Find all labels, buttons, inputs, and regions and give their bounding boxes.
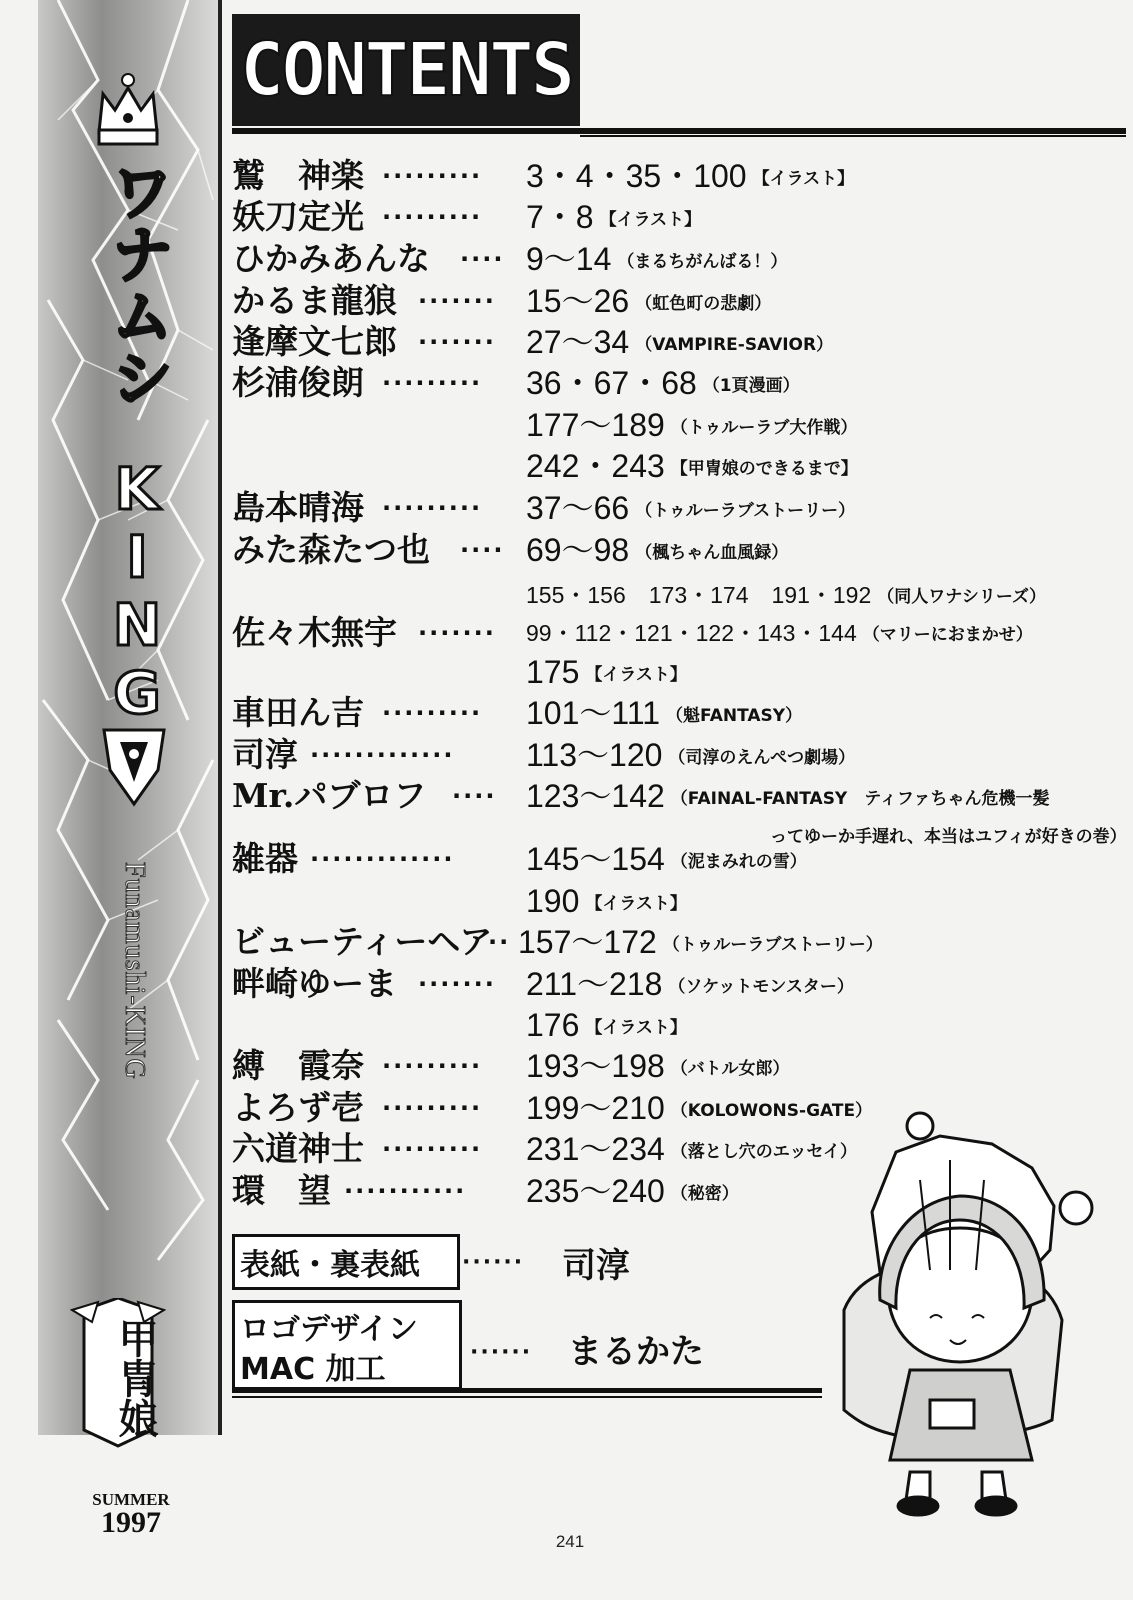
author-name: 杉浦俊朗 xyxy=(232,363,364,402)
season-label: SUMMER xyxy=(92,1490,170,1509)
pages-text: 157〜172 xyxy=(518,924,657,960)
author-name: みた森たつ也 xyxy=(232,530,430,569)
work-title: 【イラスト】 xyxy=(585,1017,687,1038)
dot-leader: ···· xyxy=(460,536,505,564)
author-name: Mr.パブロフ xyxy=(232,776,427,815)
pages-text: 113〜120 xyxy=(526,737,663,773)
page-range xyxy=(526,775,1050,820)
dot-leader: ········· xyxy=(382,369,483,397)
work-title: （1頁漫画） xyxy=(702,375,800,396)
work-title: 【イラスト】 xyxy=(585,664,687,685)
work-title: （魁FANTASY） xyxy=(666,705,803,726)
logo-credit-label-1: ロゴデザイン xyxy=(240,1312,418,1347)
footer-rule-thin xyxy=(232,1396,822,1398)
brand-title: ワナムシ xyxy=(101,160,174,408)
pages-text: 176 xyxy=(526,1007,580,1043)
work-title: （同人ワナシリーズ） xyxy=(877,586,1047,607)
dot-leader: ···· xyxy=(452,782,497,810)
dot-leader: ······· xyxy=(418,970,496,998)
pages-text: 231〜234 xyxy=(526,1131,665,1167)
author-name: 雑器 xyxy=(232,839,298,878)
page-range xyxy=(526,529,788,574)
author-name: よろず壱 xyxy=(232,1088,364,1127)
pages-text: 123〜142 xyxy=(526,778,665,814)
footer-rule xyxy=(232,1388,822,1393)
mascot-illustration xyxy=(800,1100,1120,1520)
dot-leader: ········· xyxy=(382,1135,483,1163)
dot-leader: ············· xyxy=(310,845,455,873)
strip-border xyxy=(218,0,222,1435)
author-name: 畔崎ゆーま xyxy=(232,964,397,1003)
page-range xyxy=(526,487,855,532)
page-range xyxy=(526,362,800,407)
pages-text: 155・156 173・174 191・192 xyxy=(526,582,872,608)
author-name: 縛 霞奈 xyxy=(232,1046,364,1085)
brand-romanized: Funamushi-KING xyxy=(119,862,150,1080)
pages-text: 37〜66 xyxy=(526,490,630,526)
page-range xyxy=(526,734,855,779)
author-name: 佐々木無宇 xyxy=(232,613,397,652)
cover-credit-label: 表紙・裏表紙 xyxy=(240,1248,420,1283)
work-title: 【甲冑娘のできるまで】 xyxy=(670,458,858,479)
work-title-continued: ってゆーか手遅れ、本当はユフィが好きの巻） xyxy=(770,827,1127,847)
page-range xyxy=(526,404,857,449)
year-label: 1997 xyxy=(101,1506,161,1539)
dot-leader: ······· xyxy=(418,328,496,356)
header-rule-thin xyxy=(580,135,1126,137)
pages-text: 235〜240 xyxy=(526,1173,665,1209)
circle-name: 甲冑娘 xyxy=(112,1318,159,1438)
dot-leader: ········· xyxy=(382,699,483,727)
work-title: （VAMPIRE-SAVIOR） xyxy=(635,334,834,355)
work-title: （虹色町の悲劇） xyxy=(635,293,772,314)
dot-leader: ······ xyxy=(462,1250,525,1275)
dot-leader: ········· xyxy=(382,1052,483,1080)
work-title: 【イラスト】 xyxy=(752,168,855,189)
cover-credit-name: 司淳 xyxy=(562,1246,630,1286)
work-title: （バトル女郎） xyxy=(670,1058,790,1079)
author-name: 妖刀定光 xyxy=(232,197,364,236)
work-title: 【イラスト】 xyxy=(599,209,702,230)
pages-text: 99・112・121・122・143・144 xyxy=(526,620,857,646)
page-range xyxy=(526,280,771,325)
pages-text: 9〜14 xyxy=(526,241,612,277)
work-title: 【イラスト】 xyxy=(585,893,687,914)
pages-text: 177〜189 xyxy=(526,407,665,443)
page-range xyxy=(518,921,883,966)
dot-leader: ·· xyxy=(488,928,511,956)
page-range xyxy=(526,321,833,366)
work-title: （KOLOWONS-GATE） xyxy=(670,1100,873,1121)
page-range xyxy=(526,612,1033,656)
work-title: （泥まみれの雪） xyxy=(670,851,807,872)
pages-text: 175 xyxy=(526,654,580,690)
emblem-icon xyxy=(98,720,170,810)
page-range xyxy=(526,963,854,1008)
pages-text: 199〜210 xyxy=(526,1090,665,1126)
page-range xyxy=(526,880,687,925)
work-title: （ソケットモンスター） xyxy=(668,976,854,997)
author-name: 島本晴海 xyxy=(232,488,364,527)
author-name: かるま龍狼 xyxy=(232,281,397,320)
pages-text: 3・4・35・100 xyxy=(526,158,747,194)
author-name: 鷲 神楽 xyxy=(232,156,364,195)
crown-icon xyxy=(95,72,161,150)
author-name: 車田ん吉 xyxy=(232,693,364,732)
page-range xyxy=(526,1004,687,1049)
pages-text: 145〜154 xyxy=(526,841,665,877)
author-name: 司淳 xyxy=(232,735,298,774)
pages-text: 27〜34 xyxy=(526,324,630,360)
work-title: （落とし穴のエッセイ） xyxy=(670,1141,857,1162)
work-title: （楓ちゃん血風録） xyxy=(635,542,789,563)
page-range xyxy=(526,445,858,490)
author-name: ひかみあんな xyxy=(232,239,430,278)
dot-leader: ······ xyxy=(470,1340,533,1365)
page-range xyxy=(526,1045,789,1090)
author-name: 環 望 xyxy=(232,1171,331,1210)
page-range xyxy=(526,196,701,241)
dot-leader: ········· xyxy=(382,203,483,231)
dot-leader: ········· xyxy=(382,1094,483,1122)
page-range xyxy=(526,692,802,737)
work-title: （司淳のえんぺつ劇場） xyxy=(668,747,856,768)
pages-text: 7・8 xyxy=(526,199,594,235)
dot-leader: ········· xyxy=(382,494,483,522)
author-name: ビューティーヘア xyxy=(232,922,493,961)
pages-text: 211〜218 xyxy=(526,966,663,1002)
page-number: 241 xyxy=(555,1532,585,1551)
author-name: 六道神士 xyxy=(232,1129,364,1168)
dot-leader: ········· xyxy=(382,162,483,190)
pages-text: 190 xyxy=(526,883,580,919)
pages-text: 69〜98 xyxy=(526,532,630,568)
author-name: 逢摩文七郎 xyxy=(232,322,397,361)
work-title: （トゥルーラブ大作戦） xyxy=(670,417,858,438)
work-title: （秘密） xyxy=(670,1183,739,1204)
page-title: CONTENTS xyxy=(239,27,573,113)
logo-credit-name: まるかた xyxy=(568,1332,704,1372)
work-title: （マリーにおまかせ） xyxy=(862,624,1033,645)
work-title: （トゥルーラブストーリー） xyxy=(635,500,856,521)
page-range xyxy=(526,155,854,200)
dot-leader: ···· xyxy=(460,245,505,273)
pages-text: 36・67・68 xyxy=(526,365,697,401)
work-title: （トゥルーラブストーリー） xyxy=(662,934,883,955)
logo-credit-label-2: MAC 加工 xyxy=(240,1352,386,1387)
pages-text: 242・243 xyxy=(526,448,665,484)
dot-leader: ······· xyxy=(418,619,496,647)
header-rule xyxy=(232,128,1126,134)
pages-text: 15〜26 xyxy=(526,283,630,319)
page-range xyxy=(526,651,687,696)
dot-leader: ······· xyxy=(418,287,496,315)
page-range xyxy=(526,1170,739,1215)
pages-text: 193〜198 xyxy=(526,1048,665,1084)
work-title: （FAINAL-FANTASY ティファちゃん危機一髪 xyxy=(670,788,1050,809)
page-range xyxy=(526,238,787,283)
dot-leader: ··········· xyxy=(344,1177,467,1205)
page-range xyxy=(526,838,807,883)
work-title: （まるちがんばる！） xyxy=(617,251,788,272)
dot-leader: ············· xyxy=(310,741,455,769)
brand-king: KING xyxy=(103,455,171,727)
pages-text: 101〜111 xyxy=(526,695,661,731)
